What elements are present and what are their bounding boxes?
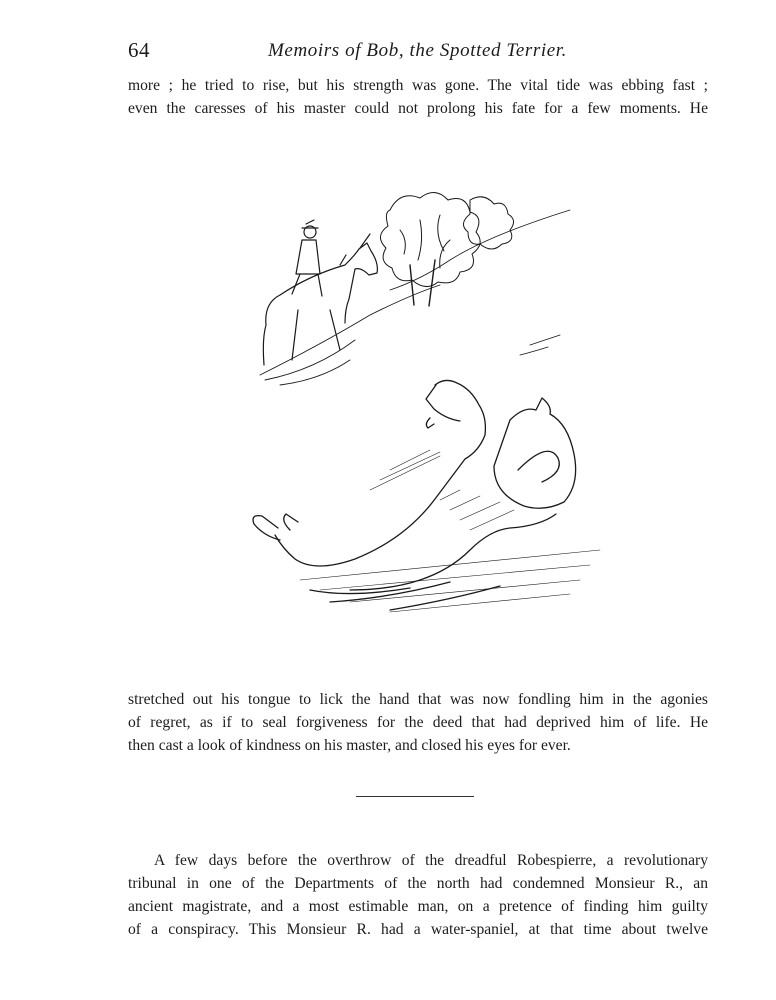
tree-bush — [380, 192, 570, 306]
running-title: Memoirs of Bob, the Spotted Terrier. — [268, 40, 568, 61]
text-line: ancient magistrate, and a most estimable man, on a pretence of finding him guilty — [128, 898, 708, 915]
engraving-dying-dog-horseman-icon — [240, 170, 610, 640]
page-header — [128, 38, 708, 68]
text-line: A few days before the overthrow of the dreadful Robespierre, a revolutionary — [154, 852, 708, 869]
text-line: of regret, as if to seal forgiveness for the deed that had deprived him of life. He — [128, 714, 708, 731]
paragraph-middle — [128, 688, 708, 757]
section-divider — [356, 796, 474, 797]
paragraph-bottom — [128, 849, 708, 941]
page-number: 64 — [128, 38, 150, 62]
text-line: even the caresses of his master could not prolong his fate for a few moments. He — [128, 100, 708, 117]
text-line: tribunal in one of the Departments of the north had condemned Monsieur R., an — [128, 875, 708, 892]
text-line: then cast a look of kindness on his master, and closed his eyes for ever. — [128, 737, 571, 754]
text-line: more ; he tried to rise, but his strength was gone. The vital tide was ebbing fast ; — [128, 77, 708, 94]
dying-dog — [253, 380, 576, 610]
text-line: of a conspiracy. This Monsieur R. had a water-spaniel, at that time about twelve — [128, 921, 708, 938]
ground-slope — [260, 285, 560, 385]
illustration-svg — [240, 170, 610, 640]
text-line: stretched out his tongue to lick the hand that was now fondling him in the agonies — [128, 691, 708, 708]
paragraph-top — [128, 74, 708, 120]
